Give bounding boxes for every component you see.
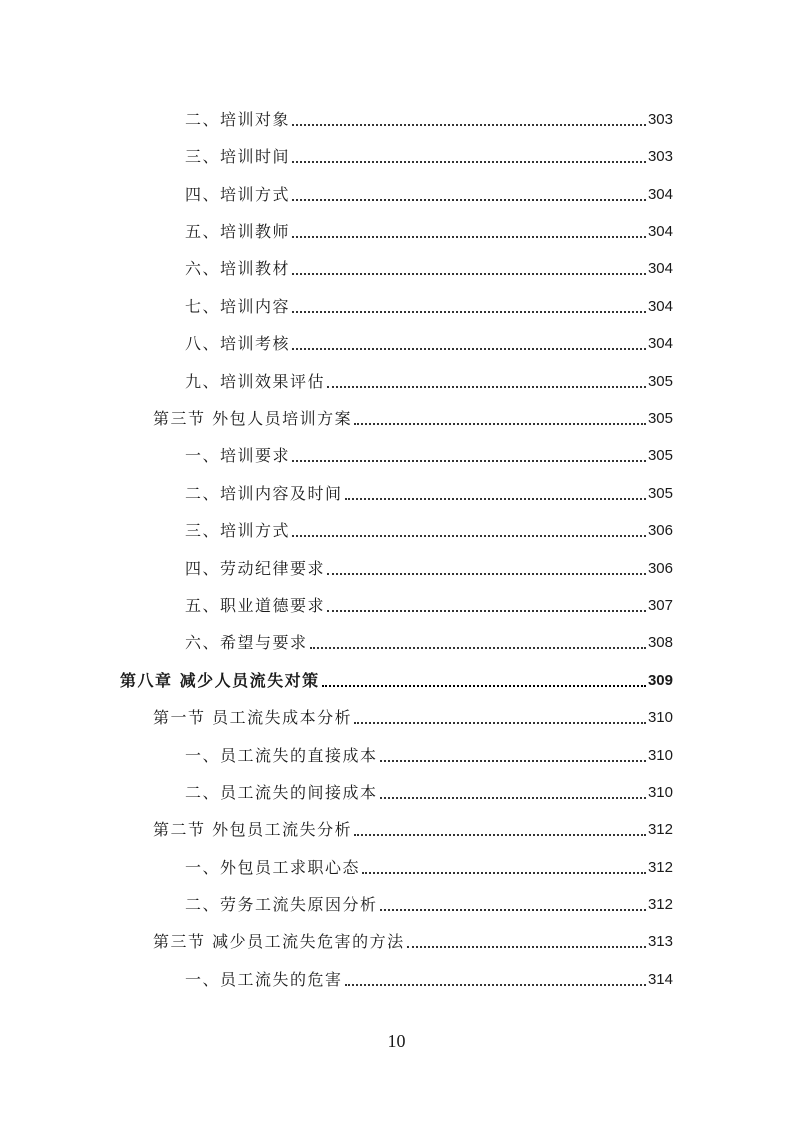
dot-leader (292, 460, 646, 462)
toc-entry-page: 310 (647, 747, 673, 764)
toc-entry-section[interactable] (153, 930, 673, 954)
page-number: 10 (387, 1031, 406, 1051)
toc-entry-title: 一、员工流失的直接成本 (185, 746, 378, 765)
dot-leader (380, 760, 646, 762)
dot-leader (310, 647, 646, 649)
toc-entry[interactable] (185, 108, 673, 132)
toc-entry-page: 313 (647, 933, 673, 950)
toc-entry[interactable] (185, 183, 673, 207)
toc-entry-page: 312 (647, 896, 673, 913)
toc-entry-title: 第三节 减少员工流失危害的方法 (153, 932, 405, 951)
toc-entry-section[interactable] (153, 407, 673, 431)
dot-leader (380, 797, 646, 799)
toc-entry-title: 四、劳动纪律要求 (185, 559, 326, 578)
toc-entry-title: 五、培训教师 (185, 222, 291, 241)
toc-entry[interactable] (185, 557, 673, 581)
toc-entry-title: 六、培训教材 (185, 259, 291, 278)
dot-leader (380, 909, 646, 911)
toc-entry-page: 314 (647, 971, 673, 988)
toc-entry[interactable] (185, 332, 673, 356)
dot-leader (327, 573, 646, 575)
toc-entry-page: 307 (647, 597, 673, 614)
dot-leader (322, 685, 646, 687)
toc-entry-title: 三、培训方式 (185, 521, 291, 540)
toc-entry[interactable] (185, 257, 673, 281)
toc-entry-title: 第三节 外包人员培训方案 (153, 409, 353, 428)
dot-leader (292, 348, 646, 350)
toc-entry-title: 一、员工流失的危害 (185, 970, 343, 989)
dot-leader (345, 984, 646, 986)
toc-entry-page: 306 (647, 560, 673, 577)
toc-entry-title: 一、培训要求 (185, 446, 291, 465)
toc-entry[interactable] (185, 444, 673, 468)
dot-leader (362, 872, 646, 874)
toc-entry[interactable] (185, 370, 673, 394)
toc-entry-page: 306 (647, 522, 673, 539)
toc-entry-section[interactable] (153, 706, 673, 730)
toc-entry-page: 304 (647, 260, 673, 277)
dot-leader (292, 236, 646, 238)
toc-entry-title: 一、外包员工求职心态 (185, 858, 361, 877)
toc-entry-page: 305 (647, 410, 673, 427)
toc-entry-title: 第八章 减少人员流失对策 (120, 671, 320, 690)
toc-entry[interactable] (185, 220, 673, 244)
dot-leader (292, 161, 646, 163)
dot-leader (407, 946, 646, 948)
dot-leader (354, 834, 646, 836)
dot-leader (292, 273, 646, 275)
dot-leader (354, 722, 646, 724)
toc-entry-page: 304 (647, 335, 673, 352)
toc-entry[interactable] (185, 295, 673, 319)
toc-entry-title: 二、培训对象 (185, 110, 291, 129)
toc-entry-title: 二、员工流失的间接成本 (185, 783, 378, 802)
dot-leader (292, 535, 646, 537)
toc-entry[interactable] (185, 856, 673, 880)
toc-entry-page: 305 (647, 447, 673, 464)
toc-entry-chapter[interactable] (120, 669, 673, 693)
toc-entry-page: 303 (647, 111, 673, 128)
toc-entry[interactable] (185, 519, 673, 543)
toc-entry[interactable] (185, 631, 673, 655)
toc-entry-page: 305 (647, 485, 673, 502)
toc-entry[interactable] (185, 781, 673, 805)
toc-entry-page: 310 (647, 784, 673, 801)
toc-entry-title: 六、希望与要求 (185, 633, 308, 652)
toc-entry[interactable] (185, 145, 673, 169)
toc-entry-page: 312 (647, 859, 673, 876)
toc-entry-section[interactable] (153, 818, 673, 842)
toc-entry-page: 304 (647, 186, 673, 203)
toc-entry-title: 五、职业道德要求 (185, 596, 326, 615)
toc-entry-title: 第二节 外包员工流失分析 (153, 820, 353, 839)
toc-entry-page: 308 (647, 634, 673, 651)
toc-entry-page: 310 (647, 709, 673, 726)
toc-entry[interactable] (185, 893, 673, 917)
toc-entry[interactable] (185, 482, 673, 506)
toc-entry[interactable] (185, 968, 673, 992)
toc-entry-title: 二、培训内容及时间 (185, 484, 343, 503)
toc-entry[interactable] (185, 594, 673, 618)
toc-entry-page: 305 (647, 373, 673, 390)
dot-leader (327, 610, 646, 612)
toc-entry-title: 八、培训考核 (185, 334, 291, 353)
toc-entry-page: 312 (647, 821, 673, 838)
toc-entry-title: 四、培训方式 (185, 185, 291, 204)
toc-entry-title: 七、培训内容 (185, 297, 291, 316)
dot-leader (327, 386, 646, 388)
toc-entry-title: 第一节 员工流失成本分析 (153, 708, 353, 727)
dot-leader (354, 423, 646, 425)
dot-leader (292, 124, 646, 126)
dot-leader (292, 199, 646, 201)
toc-entry-page: 304 (647, 223, 673, 240)
toc-entry-page: 303 (647, 148, 673, 165)
toc-entry[interactable] (185, 744, 673, 768)
toc-entry-page: 309 (647, 672, 673, 689)
dot-leader (345, 498, 646, 500)
dot-leader (292, 311, 646, 313)
toc-entry-title: 二、劳务工流失原因分析 (185, 895, 378, 914)
toc-entry-page: 304 (647, 298, 673, 315)
toc-entry-title: 九、培训效果评估 (185, 372, 326, 391)
toc-entry-title: 三、培训时间 (185, 147, 291, 166)
